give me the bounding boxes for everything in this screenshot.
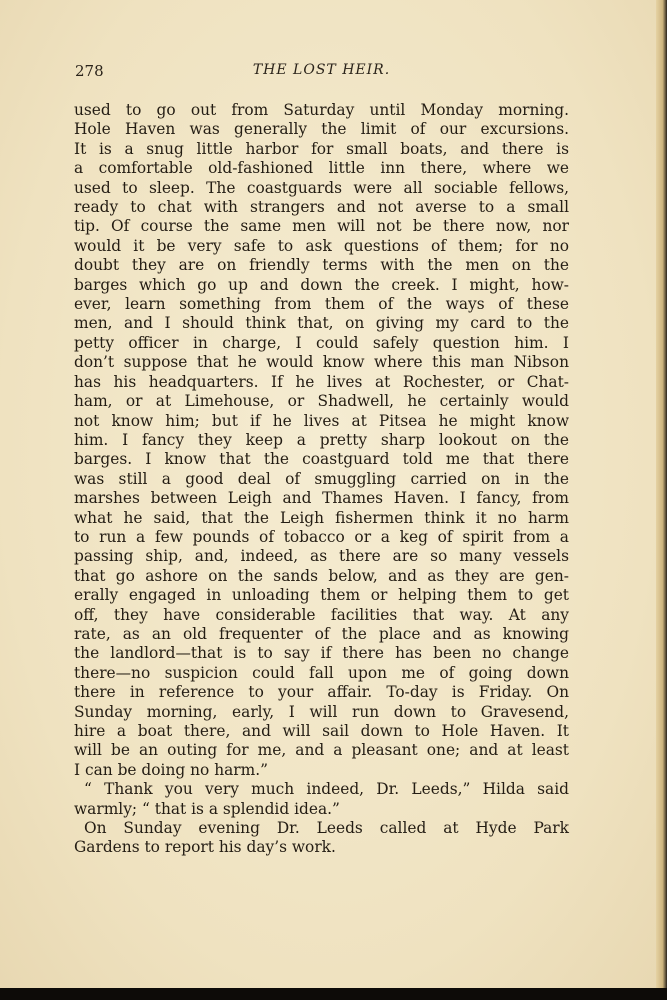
text-line: ready to chat with strangers and not averse to a small: [74, 198, 569, 217]
text-line: there—no suspicion could fall upon me of going down: [74, 663, 569, 682]
text-line: passing ship, and, indeed, as there are so many vessels: [74, 547, 569, 566]
page-number: 278: [75, 62, 104, 80]
text-line: there in reference to your affair. To-day is Friday. On: [74, 683, 569, 702]
text-line: On Sunday evening Dr. Leeds called at Hyde Park: [84, 819, 569, 838]
paragraph-3: [74, 819, 569, 858]
text-line: not know him; but if he lives at Pitsea he might know: [74, 411, 569, 430]
text-line: erally engaged in unloading them or helping them to get: [74, 586, 569, 605]
running-title: THE LOST HEIR.: [252, 62, 391, 78]
text-line: hire a boat there, and will sail down to Hole Haven. It: [74, 722, 569, 740]
text-line: what he said, that the Leigh fishermen think it no harm: [74, 508, 569, 527]
text-line: will be an outing for me, and a pleasant one; and at least: [74, 741, 569, 760]
text-line: Sunday morning, early, I will run down to Gravesend,: [74, 702, 569, 721]
text-line: Gardens to report his day’s work.: [74, 838, 336, 857]
text-line: him. I fancy they keep a pretty sharp lookout on the: [74, 430, 569, 449]
text-line: used to sleep. The coastguards were all sociable fellows,: [74, 178, 569, 197]
text-line: rate, as an old frequenter of the place and as knowing: [74, 624, 569, 643]
text-line: marshes between Leigh and Thames Haven. I fancy, from: [74, 489, 569, 508]
text-line: tip. Of course the same men will not be there now, nor: [74, 217, 569, 236]
text-line: don’t suppose that he would know where this man Nibson: [74, 353, 569, 372]
text-line: warmly; “ that is a splendid idea.”: [74, 799, 340, 818]
text-line: I can be doing no harm.”: [74, 760, 268, 779]
text-line: was still a good deal of smuggling carried on in the: [74, 469, 569, 488]
body-text: [74, 101, 569, 858]
text-line: a comfortable old-fashioned little inn there, where we: [74, 159, 569, 178]
text-line: doubt they are on friendly terms with the men on the: [74, 256, 569, 275]
text-line: ever, learn something from them of the ways of these: [74, 295, 569, 314]
text-line: barges. I know that the coastguard told me that there: [74, 450, 569, 469]
bottom-shadow: [0, 988, 667, 1000]
text-line: has his headquarters. If he lives at Rochester, or Chat-: [74, 372, 569, 391]
page-edge: [656, 0, 667, 988]
text-line: used to go out from Saturday until Monday morning.: [74, 101, 569, 119]
text-line: It is a snug little harbor for small boats, and there is: [74, 139, 569, 158]
text-line: “ Thank you very much indeed, Dr. Leeds,” Hilda said: [84, 780, 569, 799]
paragraph-2: [74, 780, 569, 819]
text-line: petty officer in charge, I could safely question him. I: [74, 333, 569, 352]
text-line: Hole Haven was generally the limit of our excursions.: [74, 120, 569, 139]
text-line: men, and I should think that, on giving my card to the: [74, 314, 569, 333]
text-line: the landlord—that is to say if there has been no change: [74, 644, 569, 663]
text-line: would it be very safe to ask questions of them; for no: [74, 236, 569, 255]
page-header: [75, 62, 568, 82]
text-line: ham, or at Limehouse, or Shadwell, he certainly would: [74, 392, 569, 411]
paragraph-1: [74, 101, 569, 780]
text-line: to run a few pounds of tobacco or a keg of spirit from a: [74, 527, 569, 546]
text-line: that go ashore on the sands below, and as they are gen-: [74, 566, 569, 585]
text-line: off, they have considerable facilities that way. At any: [74, 605, 569, 624]
text-line: barges which go up and down the creek. I might, how-: [74, 275, 569, 294]
